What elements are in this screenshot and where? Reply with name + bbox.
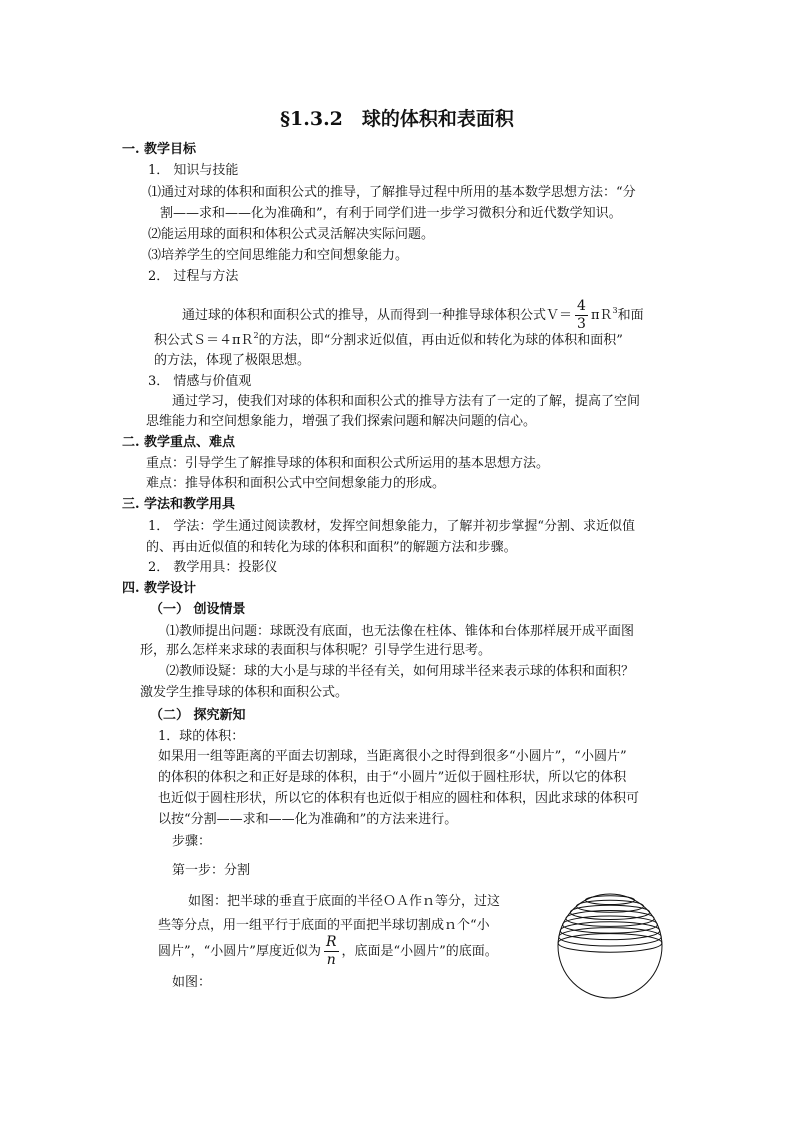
- step-1-label: 第一步：分割: [172, 863, 251, 878]
- figure-caption: 如图：: [172, 975, 212, 990]
- section-1-heading: 一. 教学目标: [122, 142, 197, 157]
- paragraph-line: 的方法，体现了极限思想。: [154, 353, 311, 368]
- paragraph-line: 如果用一组等距离的平面去切割球，当距离很小之时得到很多“小圆片”，“小圆片”: [158, 749, 627, 764]
- subsection-values: 3． 情感与价值观: [148, 374, 252, 389]
- paragraph-line: ⑶培养学生的空间思维能力和空间想象能力。: [148, 248, 409, 263]
- fraction-numerator: R: [325, 934, 337, 950]
- paragraph-line: ⑴通过对球的体积和面积公式的推导，了解推导过程中所用的基本数学思想方法：“分: [148, 185, 636, 200]
- paragraph-line: ⑴教师提出问题：球既没有底面，也无法像在柱体、锥体和台体那样展开成平面图: [166, 624, 635, 639]
- paragraph-line: 重点：引导学生了解推导球的体积和面积公式所运用的基本思想方法。: [146, 456, 550, 471]
- formula-line: [154, 332, 623, 350]
- paragraph-line: 激发学生推导球的体积和面积公式。: [140, 685, 349, 700]
- paragraph-line: 通过学习，使我们对球的体积和面积公式的推导方法有了一定的了解，提高了空间: [172, 394, 641, 409]
- formula-text: 积公式Ｓ＝４πＲ: [154, 333, 254, 348]
- page-title: §1.3.2 球的体积和表面积: [280, 108, 514, 130]
- paragraph-line: 的、再由近似值的和转化为球的体积和面积”的解题方法和步骤。: [146, 540, 517, 555]
- paragraph-line: 思维能力和空间想象能力，增强了我们探索问题和解决问题的信心。: [146, 414, 537, 429]
- section-3-heading: 三. 学法和教学用具: [122, 497, 236, 512]
- paragraph-line: 以按“分割——求和——化为准确和”的方法来进行。: [158, 812, 458, 827]
- paragraph-line: 形，那么怎样来求球的表面积与体积呢？引导学生进行思考。: [140, 643, 492, 658]
- fraction-line: [158, 934, 498, 969]
- subsection-process: 2． 过程与方法: [148, 269, 239, 284]
- paragraph-line: 1． 学法：学生通过阅读教材，发挥空间想象能力，了解并初步掌握“分割、求近似值: [148, 519, 636, 534]
- volume-fraction: [575, 298, 588, 333]
- subsection-knowledge: 1． 知识与技能: [148, 163, 239, 178]
- formula-text: 和面: [617, 308, 644, 323]
- subsection-volume: 1．球的体积：: [158, 729, 245, 744]
- paragraph-line: ⑵能运用球的面积和体积公式灵活解决实际问题。: [148, 227, 435, 242]
- steps-label: 步骤：: [172, 834, 212, 849]
- fraction-denominator: 3: [577, 316, 586, 332]
- paragraph-text: 圆片”，“小圆片”厚度近似为: [158, 944, 321, 959]
- formula-text: 的方法，即“分割求近似值，再由近似和转化为球的体积和面积”: [258, 333, 623, 348]
- formula-text: πＲ: [590, 308, 613, 323]
- thickness-fraction: [324, 934, 339, 969]
- slice-ellipse: [563, 916, 658, 933]
- hemisphere-slices-figure: [548, 890, 672, 1000]
- fraction-numerator: 4: [577, 298, 586, 314]
- paragraph-line: 割——求和——化为准确和”，有利于同学们进一步学习微积分和近代数学知识。: [160, 206, 622, 221]
- paragraph-line: 2． 教学用具：投影仪: [148, 560, 278, 575]
- paragraph-line: ⑵教师设疑：球的大小是与球的半径有关，如何用球半径来表示球的体积和面积？: [166, 664, 635, 679]
- formula-line: [182, 298, 644, 333]
- paragraph-line: 也近似于圆柱形状，所以它的体积有也近似于相应的圆柱和体积，因此求球的体积可: [158, 791, 640, 806]
- part-1-heading: （一） 创设情景: [150, 602, 246, 617]
- exponent: 2: [253, 331, 259, 340]
- section-2-heading: 二. 教学重点、难点: [122, 435, 236, 450]
- formula-text: 通过球的体积和面积公式的推导，从而得到一种推导球体积公式Ｖ＝: [182, 308, 573, 323]
- paragraph-line: 些等分点，用一组平行于底面的平面把半球切割成ｎ个“小: [158, 918, 490, 933]
- paragraph-line: 的体积的体积之和正好是球的体积，由于“小圆片”近似于圆柱形状，所以它的体积: [158, 770, 627, 785]
- paragraph-line: 如图：把半球的垂直于底面的半径ＯＡ作ｎ等分，过这: [188, 894, 501, 909]
- section-4-heading: 四. 教学设计: [122, 581, 197, 596]
- paragraph-text: ，底面是“小圆片”的底面。: [341, 944, 498, 959]
- fraction-denominator: n: [326, 952, 336, 968]
- paragraph-line: 难点：推导体积和面积公式中空间想象能力的形成。: [146, 476, 446, 491]
- part-2-heading: （二） 探究新知: [150, 708, 246, 723]
- exponent: 3: [612, 306, 618, 315]
